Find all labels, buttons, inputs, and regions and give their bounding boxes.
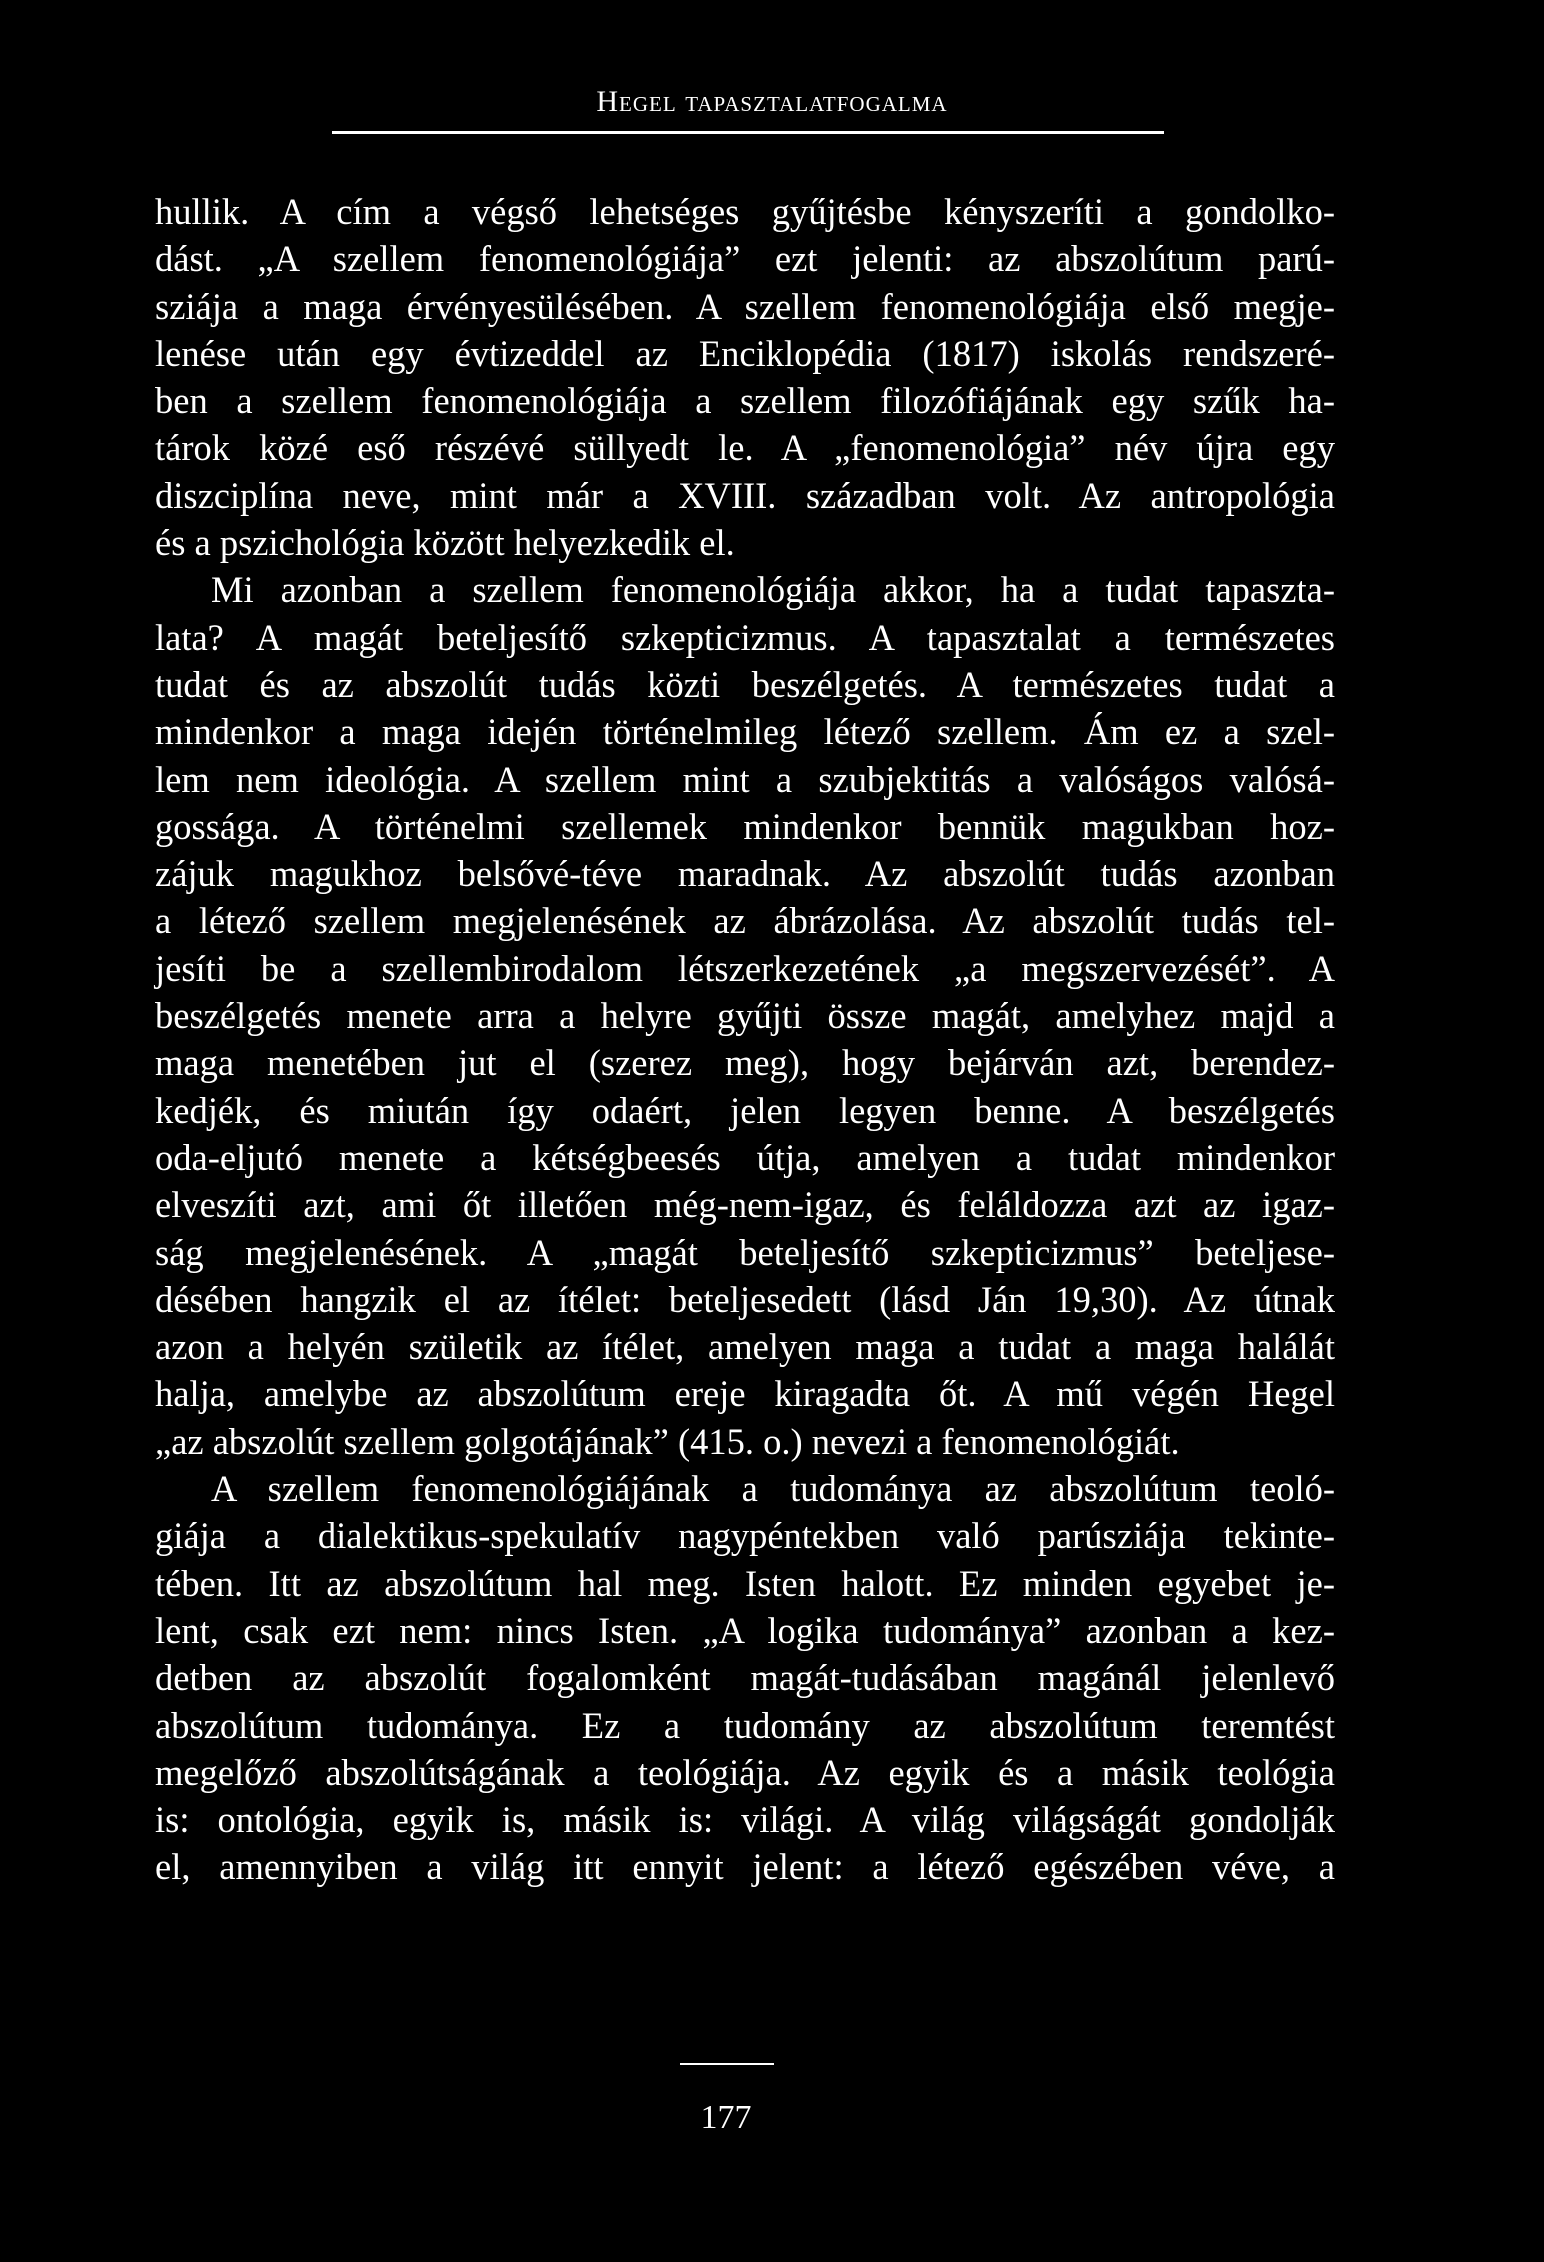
text-line: halja, amelybe az abszolútum ereje kiragadta őt. A mű végén Hegel (155, 1373, 1335, 1415)
text-line: „az abszolút szellem golgotájának” (415. o.) nevezi a fenomenológiát. (155, 1420, 1180, 1462)
text-line: hullik. A cím a végső lehetséges gyűjtésbe kényszeríti a gondolko- (155, 191, 1335, 232)
header-rule (332, 131, 1164, 134)
text-line: tudat és az abszolút tudás közti beszélgetés. A természetes tudat a (155, 663, 1335, 705)
text-line: el, amennyiben a világ itt ennyit jelent: a létező egészében véve, a (155, 1846, 1335, 1888)
text-line: zájuk magukhoz belsővé-téve maradnak. Az abszolút tudás azonban (155, 853, 1335, 895)
text-line: désében hangzik el az ítélet: beteljesedett (lásd Ján 19,30). Az útnak (155, 1278, 1335, 1320)
text-line: jesíti be a szellembirodalom létszerkezetének „a megszervezését”. A (155, 947, 1335, 989)
text-line: abszolútum tudománya. Ez a tudomány az abszolútum teremtést (155, 1704, 1335, 1746)
text-line: giája a dialektikus-spekulatív nagypéntekben való parúsziája tekinte- (155, 1515, 1335, 1557)
text-line: oda-eljutó menete a kétségbeesés útja, amelyen a tudat mindenkor (155, 1136, 1335, 1178)
text-line: ben a szellem fenomenológiája a szellem filozófiájának egy szűk ha- (155, 380, 1335, 422)
text-line: a létező szellem megjelenésének az ábrázolása. Az abszolút tudás tel- (155, 900, 1335, 942)
text-line: kedjék, és miután így odaért, jelen legyen benne. A beszélgetés (155, 1089, 1335, 1131)
text-line: lenése után egy évtizeddel az Enciklopédia (1817) iskolás rendszeré- (155, 332, 1335, 374)
text-line: tében. Itt az abszolútum hal meg. Isten halott. Ez minden egyebet je- (155, 1562, 1335, 1604)
text-line: is: ontológia, egyik is, másik is: világi. A világ világságát gondolják (155, 1799, 1335, 1841)
text-line: lem nem ideológia. A szellem mint a szubjektitás a valóságos valósá- (155, 758, 1335, 800)
text-line: dást. „A szellem fenomenológiája” ezt jelenti: az abszolútum parú- (155, 238, 1335, 280)
text-line: sziája a maga érvényesülésében. A szellem fenomenológiája első megje- (155, 285, 1335, 327)
paragraph-1 (155, 188, 1335, 566)
text-line: beszélgetés menete arra a helyre gyűjti össze magát, amelyhez majd a (155, 995, 1335, 1037)
body-text (155, 188, 1335, 1891)
text-line: lent, csak ezt nem: nincs Isten. „A logika tudománya” azonban a kez- (155, 1609, 1335, 1651)
text-line: diszciplína neve, mint már a XVIII. században volt. Az antropológia (155, 474, 1335, 516)
text-line: ság megjelenésének. A „magát beteljesítő szkepticizmus” beteljese- (155, 1231, 1335, 1273)
text-line: tárok közé eső részévé süllyedt le. A „fenomenológia” név újra egy (155, 427, 1335, 469)
text-line: maga menetében jut el (szerez meg), hogy bejárván azt, berendez- (155, 1042, 1335, 1084)
page-number (0, 2098, 1452, 2138)
page-number-text: 177 (700, 2099, 752, 2136)
paragraph-2 (155, 566, 1335, 1465)
paragraph-3 (155, 1465, 1335, 1891)
footer-rule (680, 2063, 774, 2065)
text-line: azon a helyén születik az ítélet, amelyen maga a tudat a maga halálát (155, 1326, 1335, 1368)
running-head: Hegel tapasztalatfogalma (596, 85, 948, 118)
text-line: Mi azonban a szellem fenomenológiája akkor, ha a tudat tapaszta- (211, 569, 1335, 611)
text-line: gossága. A történelmi szellemek mindenkor bennük magukban hoz- (155, 805, 1335, 847)
text-line: mindenkor a maga idején történelmileg létező szellem. Ám ez a szel- (155, 711, 1335, 753)
text-line: lata? A magát beteljesítő szkepticizmus. A tapasztalat a természetes (155, 616, 1335, 658)
text-line: és a pszichológia között helyezkedik el. (155, 522, 735, 564)
text-line: A szellem fenomenológiájának a tudománya az abszolútum teoló- (211, 1468, 1335, 1510)
text-line: detben az abszolút fogalomként magát-tudásában magánál jelenlevő (155, 1657, 1335, 1699)
text-line: elveszíti azt, ami őt illetően még-nem-igaz, és feláldozza azt az igaz- (155, 1184, 1335, 1226)
text-line: megelőző abszolútságának a teológiája. Az egyik és a másik teológia (155, 1751, 1335, 1793)
